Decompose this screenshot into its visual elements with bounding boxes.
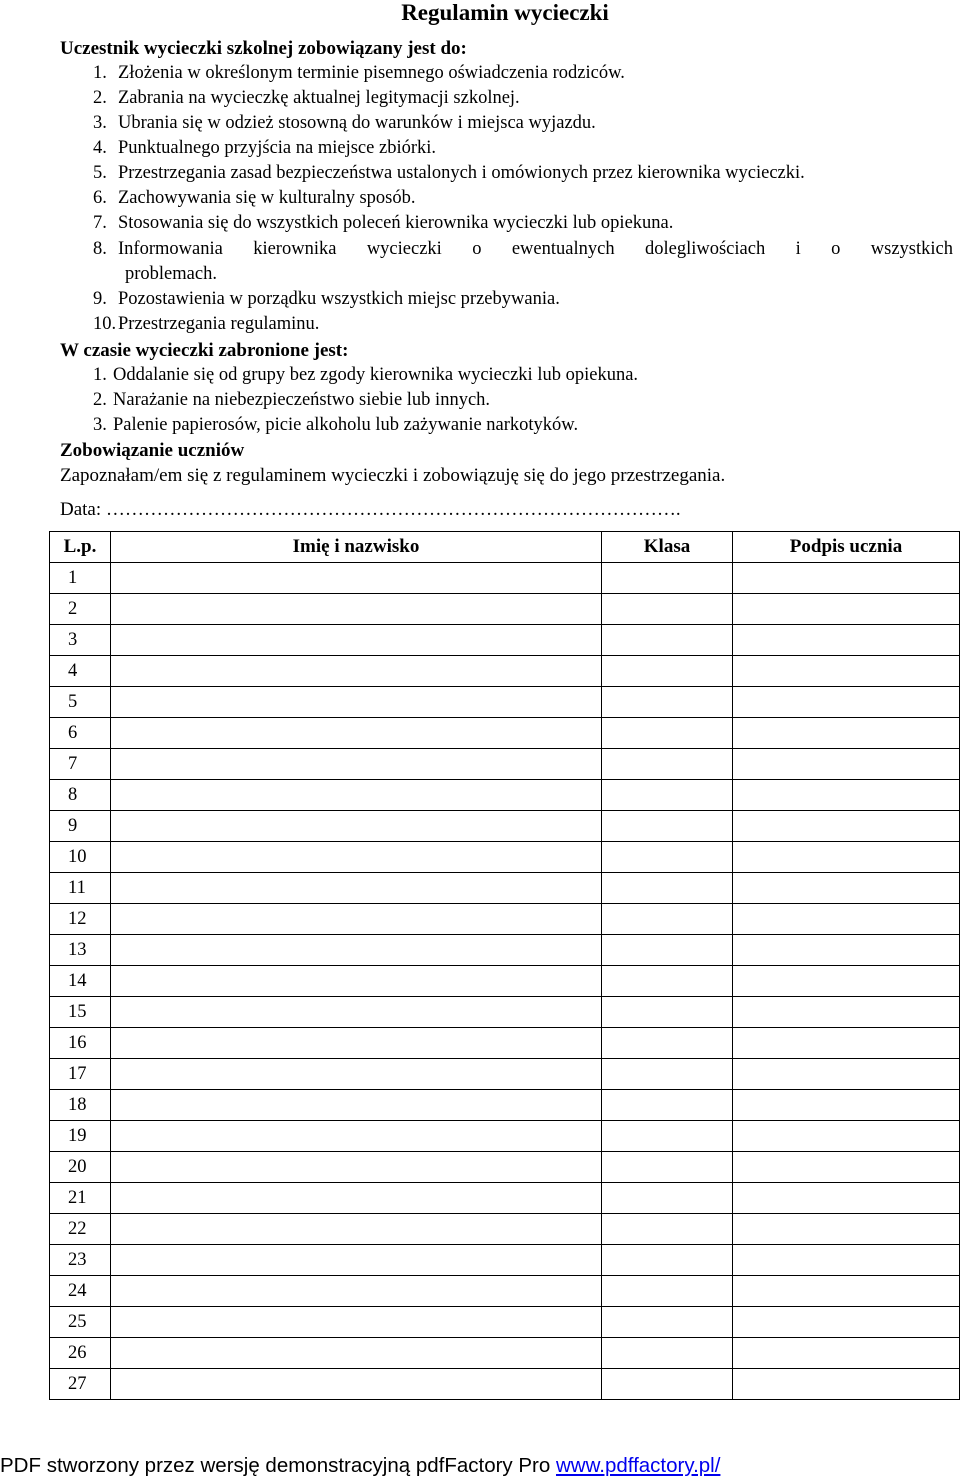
row-number: 13 [50, 935, 111, 966]
row-number: 12 [50, 904, 111, 935]
row-number: 11 [50, 873, 111, 904]
name-cell[interactable] [111, 966, 602, 997]
signature-cell[interactable] [733, 966, 960, 997]
obligation-item: 8. Informowania kierownika wycieczki o ewentualnych dolegliwościach i o wszystkich problemach. [93, 239, 953, 284]
class-cell[interactable] [602, 687, 733, 718]
name-cell[interactable] [111, 1369, 602, 1400]
row-number: 1 [50, 563, 111, 594]
class-cell[interactable] [602, 749, 733, 780]
table-row [50, 563, 960, 594]
signature-cell[interactable] [733, 749, 960, 780]
signature-cell[interactable] [733, 935, 960, 966]
table-row [50, 625, 960, 656]
table-row [50, 1183, 960, 1214]
signature-cell[interactable] [733, 625, 960, 656]
class-cell[interactable] [602, 1183, 733, 1214]
table-row [50, 780, 960, 811]
table-row [50, 594, 960, 625]
name-cell[interactable] [111, 687, 602, 718]
signature-cell[interactable] [733, 1028, 960, 1059]
obligation-item: 7. Stosowania się do wszystkich poleceń kierownika wycieczki lub opiekuna. [93, 213, 674, 233]
commitment-heading: Zobowiązanie uczniów [60, 440, 245, 461]
name-cell[interactable] [111, 1183, 602, 1214]
class-cell[interactable] [602, 718, 733, 749]
name-cell[interactable] [111, 935, 602, 966]
table-row [50, 687, 960, 718]
name-cell[interactable] [111, 625, 602, 656]
row-number: 19 [50, 1121, 111, 1152]
name-cell[interactable] [111, 904, 602, 935]
signature-cell[interactable] [733, 1276, 960, 1307]
prohibition-item: 2. Narażanie na niebezpieczeństwo siebie lub innych. [93, 390, 491, 410]
class-cell[interactable] [602, 811, 733, 842]
row-number: 6 [50, 718, 111, 749]
obligation-item: 9. Pozostawienia w porządku wszystkich miejsc przebywania. [93, 289, 560, 309]
class-cell[interactable] [602, 656, 733, 687]
row-number: 16 [50, 1028, 111, 1059]
table-row [50, 1338, 960, 1369]
class-cell[interactable] [602, 1090, 733, 1121]
signature-cell[interactable] [733, 1307, 960, 1338]
signature-cell[interactable] [733, 873, 960, 904]
signature-cell[interactable] [733, 718, 960, 749]
obligation-item: 5. Przestrzegania zasad bezpieczeństwa ustalonych i omówionych przez kierownika wycieczki. [93, 163, 805, 183]
table-row [50, 1028, 960, 1059]
class-cell[interactable] [602, 594, 733, 625]
name-cell[interactable] [111, 997, 602, 1028]
name-cell[interactable] [111, 656, 602, 687]
row-number: 21 [50, 1183, 111, 1214]
signature-cell[interactable] [733, 563, 960, 594]
page-title: Regulamin wycieczki [401, 0, 609, 25]
signature-cell[interactable] [733, 997, 960, 1028]
class-cell[interactable] [602, 1214, 733, 1245]
signature-cell[interactable] [733, 1183, 960, 1214]
prohibition-item: 3. Palenie papierosów, picie alkoholu lub zażywanie narkotyków. [93, 415, 579, 435]
class-cell[interactable] [602, 1369, 733, 1400]
table-row [50, 1121, 960, 1152]
name-cell[interactable] [111, 873, 602, 904]
name-cell[interactable] [111, 1152, 602, 1183]
table-row [50, 966, 960, 997]
class-cell[interactable] [602, 1338, 733, 1369]
name-cell[interactable] [111, 1307, 602, 1338]
class-cell[interactable] [602, 1028, 733, 1059]
row-number: 14 [50, 966, 111, 997]
class-cell[interactable] [602, 625, 733, 656]
signature-cell[interactable] [733, 1214, 960, 1245]
name-cell[interactable] [111, 1245, 602, 1276]
row-number: 8 [50, 780, 111, 811]
name-cell[interactable] [111, 1276, 602, 1307]
class-cell[interactable] [602, 842, 733, 873]
table-row [50, 811, 960, 842]
signature-cell[interactable] [733, 842, 960, 873]
name-cell[interactable] [111, 1121, 602, 1152]
class-cell[interactable] [602, 997, 733, 1028]
date-line [60, 498, 681, 522]
table-row [50, 1214, 960, 1245]
table-row [50, 749, 960, 780]
table-row [50, 904, 960, 935]
name-cell[interactable] [111, 811, 602, 842]
signature-cell[interactable] [733, 656, 960, 687]
table-header-row [50, 532, 960, 563]
signature-cell[interactable] [733, 594, 960, 625]
table-row [50, 1090, 960, 1121]
obligation-item: 10. Przestrzegania regulaminu. [93, 314, 320, 334]
name-cell[interactable] [111, 1090, 602, 1121]
class-cell[interactable] [602, 563, 733, 594]
class-cell[interactable] [602, 1152, 733, 1183]
table-row [50, 873, 960, 904]
name-cell[interactable] [111, 1028, 602, 1059]
obligation-item: 2. Zabrania na wycieczkę aktualnej legitymacji szkolnej. [93, 88, 520, 108]
class-cell[interactable] [602, 1121, 733, 1152]
name-cell[interactable] [111, 1338, 602, 1369]
row-number: 7 [50, 749, 111, 780]
date-label: Data: [60, 499, 102, 520]
name-cell[interactable] [111, 780, 602, 811]
student-roster-table [49, 531, 960, 1400]
row-number: 25 [50, 1307, 111, 1338]
signature-cell[interactable] [733, 904, 960, 935]
class-cell[interactable] [602, 904, 733, 935]
row-number: 18 [50, 1090, 111, 1121]
obligations-heading: Uczestnik wycieczki szkolnej zobowiązany jest do: [60, 38, 467, 59]
commitment-text: Zapoznałam/em się z regulaminem wycieczki i zobowiązuję się do jego przestrzegania. [60, 465, 726, 486]
row-number: 9 [50, 811, 111, 842]
row-number: 17 [50, 1059, 111, 1090]
signature-cell[interactable] [733, 811, 960, 842]
signature-cell[interactable] [733, 1338, 960, 1369]
footer-link[interactable]: www.pdffactory.pl/ [555, 1454, 721, 1477]
class-cell[interactable] [602, 1245, 733, 1276]
signature-cell[interactable] [733, 1245, 960, 1276]
table-row [50, 1276, 960, 1307]
row-number: 15 [50, 997, 111, 1028]
row-number: 26 [50, 1338, 111, 1369]
signature-cell[interactable] [733, 687, 960, 718]
class-cell[interactable] [602, 1307, 733, 1338]
name-cell[interactable] [111, 563, 602, 594]
row-number: 4 [50, 656, 111, 687]
signature-cell[interactable] [733, 1152, 960, 1183]
name-cell[interactable] [111, 718, 602, 749]
row-number: 20 [50, 1152, 111, 1183]
signature-cell[interactable] [733, 1121, 960, 1152]
class-cell[interactable] [602, 873, 733, 904]
row-number: 22 [50, 1214, 111, 1245]
name-cell[interactable] [111, 1059, 602, 1090]
name-cell[interactable] [111, 594, 602, 625]
table-row [50, 718, 960, 749]
obligation-item: 1. Złożenia w określonym terminie pisemnego oświadczenia rodziców. [93, 63, 625, 83]
name-cell[interactable] [111, 1214, 602, 1245]
signature-cell[interactable] [733, 1090, 960, 1121]
header-name: Imię i nazwisko [111, 532, 602, 563]
date-field: ………………………………………………………………………………. [105, 499, 681, 520]
header-signature: Podpis ucznia [733, 532, 960, 563]
prohibitions-heading: W czasie wycieczki zabronione jest: [60, 340, 349, 361]
header-class: Klasa [602, 532, 733, 563]
row-number: 5 [50, 687, 111, 718]
table-row [50, 997, 960, 1028]
obligation-item: 4. Punktualnego przyjścia na miejsce zbiórki. [93, 138, 437, 158]
table-row [50, 1152, 960, 1183]
name-cell[interactable] [111, 842, 602, 873]
class-cell[interactable] [602, 935, 733, 966]
footer-text: PDF stworzony przez wersję demonstracyjną pdfFactory Pro [0, 1454, 556, 1477]
prohibition-item: 1. Oddalanie się od grupy bez zgody kierownika wycieczki lub opiekuna. [93, 365, 639, 385]
row-number: 2 [50, 594, 111, 625]
table-row [50, 842, 960, 873]
pdf-footer [0, 1452, 960, 1479]
row-number: 10 [50, 842, 111, 873]
class-cell[interactable] [602, 966, 733, 997]
row-number: 23 [50, 1245, 111, 1276]
class-cell[interactable] [602, 1059, 733, 1090]
row-number: 24 [50, 1276, 111, 1307]
class-cell[interactable] [602, 1276, 733, 1307]
row-number: 27 [50, 1369, 111, 1400]
signature-cell[interactable] [733, 1059, 960, 1090]
name-cell[interactable] [111, 749, 602, 780]
table-row [50, 935, 960, 966]
table-row [50, 1307, 960, 1338]
signature-cell[interactable] [733, 1369, 960, 1400]
class-cell[interactable] [602, 780, 733, 811]
table-row [50, 1369, 960, 1400]
table-row [50, 656, 960, 687]
table-row [50, 1245, 960, 1276]
table-row [50, 1059, 960, 1090]
obligation-item: 3. Ubrania się w odzież stosowną do warunków i miejsca wyjazdu. [93, 113, 596, 133]
header-lp: L.p. [50, 532, 111, 563]
obligation-item: 6. Zachowywania się w kulturalny sposób. [93, 188, 416, 208]
signature-cell[interactable] [733, 780, 960, 811]
row-number: 3 [50, 625, 111, 656]
